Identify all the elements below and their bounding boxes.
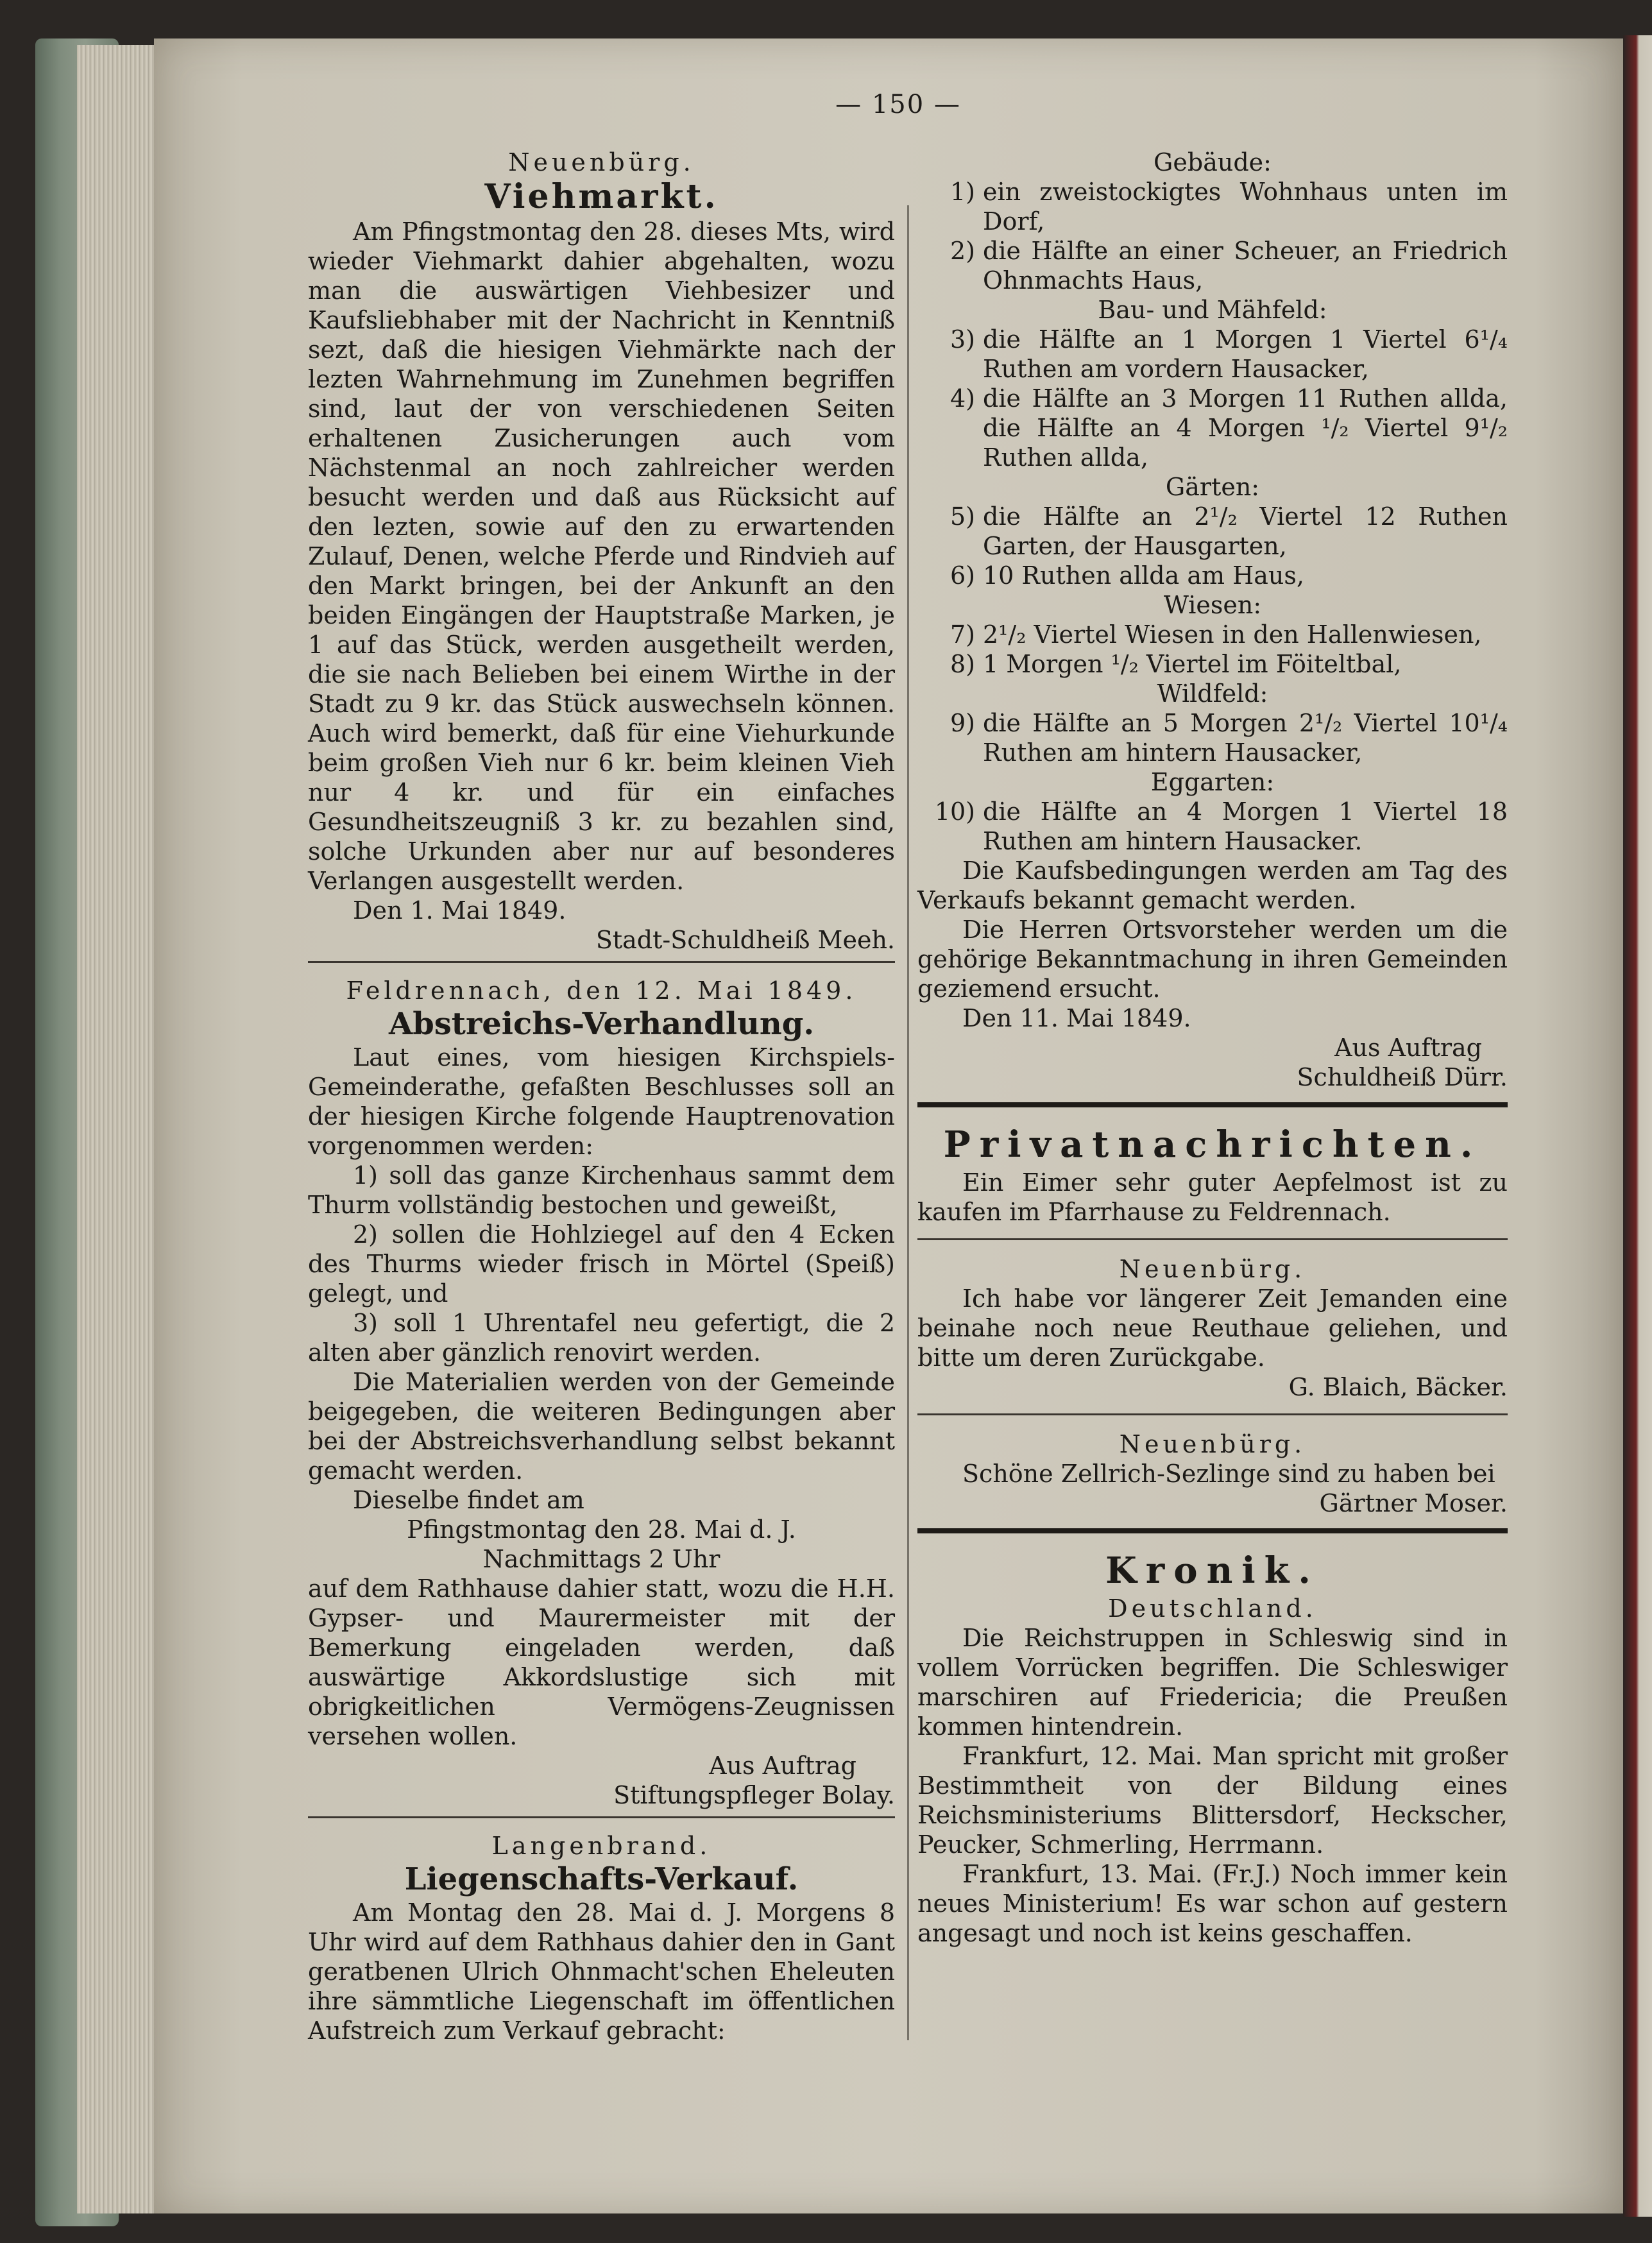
- category-title: Wiesen:: [1163, 591, 1262, 619]
- ad-place: Neuenbürg.: [1119, 1430, 1306, 1458]
- work-item: 1) soll das ganze Kirchenhaus sammt dem Thurm vollständig bestochen und geweißt,: [308, 1161, 895, 1219]
- private-ad: Ich habe vor längerer Zeit Jemanden eine beinahe noch neue Reuthaue geliehen, und bitte um deren Zurückgabe.: [917, 1284, 1508, 1372]
- notice-signature: Stiftungspfleger Bolay.: [613, 1781, 895, 1809]
- notice-body: Am Montag den 28. Mai d. J. Morgens 8 Uhr wird auf dem Rathhaus dahier den in Gant geratbenen Ulrich Ohnmacht'schen Eheleuten ihre sämmtliche Liegenschaft im öffentlichen Aufstreich zum Verkauf gebracht:: [308, 1898, 895, 2045]
- property-item: [917, 236, 1508, 295]
- item-number: 3): [949, 325, 975, 354]
- right-column: [917, 148, 1508, 1948]
- property-item: [917, 384, 1508, 472]
- property-item: [917, 561, 1508, 590]
- left-column: [308, 148, 895, 2045]
- item-text: 2¹/₂ Viertel Wiesen in den Hallenwiesen,: [983, 620, 1482, 649]
- item-number: 6): [949, 561, 975, 590]
- item-number: 4): [949, 384, 975, 413]
- ad-place: Neuenbürg.: [1119, 1255, 1306, 1283]
- category-title: Eggarten:: [1150, 768, 1275, 796]
- notice-signature: Schuldheiß Dürr.: [1297, 1063, 1508, 1091]
- notice-heading: Abstreichs-Verhandlung.: [388, 1006, 815, 1042]
- notice-intro: Laut eines, vom hiesigen Kirchspiels-Gemeinderathe, gefaßten Beschlusses soll an der hiesigen Kirche folgende Hauptrenovation vorgenommen werden:: [308, 1043, 895, 1160]
- item-text: 10 Ruthen allda am Haus,: [983, 561, 1304, 590]
- notice-place: Neuenbürg.: [508, 148, 695, 176]
- notice-signature: Stadt-Schuldheiß Meeh.: [595, 926, 895, 954]
- category-title: Bau- und Mähfeld:: [1098, 296, 1327, 324]
- notice-rest: auf dem Rathhause dahier statt, wozu die H.H. Gypser- und Maurermeister mit der Bemerkung eingeladen werden, daß auswärtige Akkordslustige sich mit obrigkeitlichen Vermögens-Zeugnissen versehen wollen.: [308, 1574, 895, 1750]
- section-rule: [917, 1413, 1508, 1415]
- notice-place: Langenbrand.: [491, 1832, 711, 1860]
- news-item: Die Reichstruppen in Schleswig sind in vollem Vorrücken begriffen. Die Schleswiger marschiren auf Friedericia; die Preußen kommen hintendrein.: [917, 1624, 1508, 1741]
- ad-signature: Gärtner Moser.: [1319, 1489, 1508, 1517]
- notice-when-date: Pfingstmontag den 28. Mai d. J.: [407, 1515, 796, 1544]
- private-ad: Ein Eimer sehr guter Aepfelmost ist zu kaufen im Pfarrhause zu Feldrennach.: [917, 1168, 1508, 1226]
- liegenschaft-notice: [308, 1831, 895, 2045]
- section-rule: [308, 1816, 895, 1818]
- section-rule: [917, 1238, 1508, 1240]
- item-text: die Hälfte an 5 Morgen 2¹/₂ Viertel 10¹/₄ Ruthen am hintern Hausacker,: [983, 709, 1508, 767]
- page-number: — 150 —: [835, 90, 961, 119]
- item-text: die Hälfte an 4 Morgen 1 Viertel 18 Ruthen am hintern Hausacker.: [983, 797, 1508, 855]
- notice-heading: Liegenschafts-Verkauf.: [404, 1861, 799, 1897]
- item-number: 2): [949, 237, 975, 265]
- property-item: [917, 797, 1508, 856]
- facing-page-edge: [1623, 35, 1652, 2217]
- privatnachrichten-title: Privatnachrichten.: [943, 1123, 1482, 1166]
- notice-when-time: Nachmittags 2 Uhr: [482, 1545, 720, 1573]
- category-title: Gebäude:: [1154, 148, 1272, 176]
- section-rule: [308, 961, 895, 963]
- kronik-title: Kronik.: [1105, 1549, 1320, 1592]
- notice-auftrag: Aus Auftrag: [709, 1752, 856, 1780]
- property-item: [917, 177, 1508, 236]
- private-ad: Schöne Zellrich-Sezlinge sind zu haben bei: [962, 1460, 1495, 1488]
- work-item: 2) sollen die Hohlziegel auf den 4 Ecken des Thurms wieder frisch in Mörtel (Speiß) gelegt, und: [308, 1220, 895, 1308]
- notice-date: Den 1. Mai 1849.: [353, 896, 566, 925]
- property-item: [917, 502, 1508, 561]
- property-item: [917, 649, 1508, 679]
- item-text: ein zweistockigtes Wohnhaus unten im Dorf,: [983, 178, 1508, 235]
- notice-body: Am Pfingstmontag den 28. dieses Mts, wird wieder Viehmarkt dahier abgehalten, wozu man die auswärtigen Viehbesizer und Kaufsliebhaber mit der Nachricht in Kenntniß sezt, daß die hiesigen Viehmärkte nach der lezten Wahrnehmung im Zunehmen begriffen sind, laut der von verschiedenen Seiten erhaltenen Zusicherungen auch vom Nächstenmal an noch zahlreicher werden besucht werden und daß aus Rücksicht auf den lezten, sowie auf den zu erwartenden Zulauf, Denen, welche Pferde und Rindvieh auf den Markt bringen, bei der Ankunft an den beiden Eingängen der Hauptstraße Marken, je 1 auf das Stück, werden ausgetheilt werden, die sie nach Belieben bei einem Wirthe in der Stadt zu 9 kr. das Stück auswechseln können. Auch wird bemerkt, daß für eine Viehurkunde beim großen Vieh nur 6 kr. beim kleinen Vieh nur 4 kr. und für ein einfaches Gesundheitszeugniß 3 kr. zu bezahlen sind, solche Urkunden aber nur auf besonderes Verlangen ausgestellt werden.: [308, 217, 895, 895]
- viehmarkt-notice: [308, 148, 895, 955]
- property-item: [917, 708, 1508, 767]
- item-number: 1): [949, 178, 975, 206]
- notice-materials: Die Materialien werden von der Gemeinde beigegeben, die weiteren Bedingungen aber bei der Abstreichsverhandlung selbst bekannt gemacht werden.: [308, 1368, 895, 1485]
- item-text: die Hälfte an 1 Morgen 1 Viertel 6¹/₄ Ruthen am vordern Hausacker,: [983, 325, 1508, 383]
- column-divider: [907, 205, 909, 2040]
- property-item: [917, 325, 1508, 384]
- notice-auftrag: Aus Auftrag: [1334, 1034, 1482, 1062]
- item-number: 8): [949, 650, 975, 678]
- item-number: 10): [934, 797, 975, 826]
- item-text: die Hälfte an einer Scheuer, an Friedrich Ohnmachts Haus,: [983, 237, 1508, 294]
- notice-place-date: Feldrennach, den 12. Mai 1849.: [346, 977, 857, 1005]
- item-number: 5): [949, 502, 975, 531]
- category-title: Wildfeld:: [1157, 679, 1268, 708]
- news-item: Frankfurt, 12. Mai. Man spricht mit großer Bestimmtheit von der Bildung eines Reichsministeriums Blittersdorf, Heckscher, Peucker, Schmerling, Herrmann.: [917, 1742, 1508, 1859]
- ad-signature: G. Blaich, Bäcker.: [1288, 1373, 1508, 1401]
- notice-date: Den 11. Mai 1849.: [962, 1004, 1191, 1032]
- abstreich-notice: [308, 976, 895, 1810]
- country-heading: Deutschland.: [1108, 1594, 1317, 1623]
- ortsvorsteher-request: Die Herren Ortsvorsteher werden um die gehörige Bekanntmachung in ihren Gemeinden geziemend ersucht.: [917, 916, 1508, 1003]
- item-number: 9): [949, 709, 975, 737]
- category-title: Gärten:: [1165, 473, 1260, 501]
- item-text: die Hälfte an 2¹/₂ Viertel 12 Ruthen Garten, der Hausgarten,: [983, 502, 1508, 560]
- section-rule-thick: [917, 1102, 1508, 1107]
- item-text: 1 Morgen ¹/₂ Viertel im Föiteltbal,: [983, 650, 1402, 678]
- item-number: 7): [949, 620, 975, 649]
- sale-conditions: Die Kaufsbedingungen werden am Tag des Verkaufs bekannt gemacht werden.: [917, 857, 1508, 914]
- property-item: [917, 620, 1508, 649]
- work-item: 3) soll 1 Uhrentafel neu gefertigt, die 2 alten aber gänzlich renovirt werden.: [308, 1309, 895, 1367]
- notice-heading: Viehmarkt.: [484, 177, 719, 216]
- item-text: die Hälfte an 3 Morgen 11 Ruthen allda, die Hälfte an 4 Morgen ¹/₂ Viertel 9¹/₂ Ruthen allda,: [983, 384, 1508, 472]
- notice-findet: Dieselbe findet am: [353, 1486, 584, 1514]
- news-item: Frankfurt, 13. Mai. (Fr.J.) Noch immer kein neues Ministerium! Es war schon auf gestern angesagt und noch ist keins geschaffen.: [917, 1860, 1508, 1947]
- section-rule-thick: [917, 1528, 1508, 1533]
